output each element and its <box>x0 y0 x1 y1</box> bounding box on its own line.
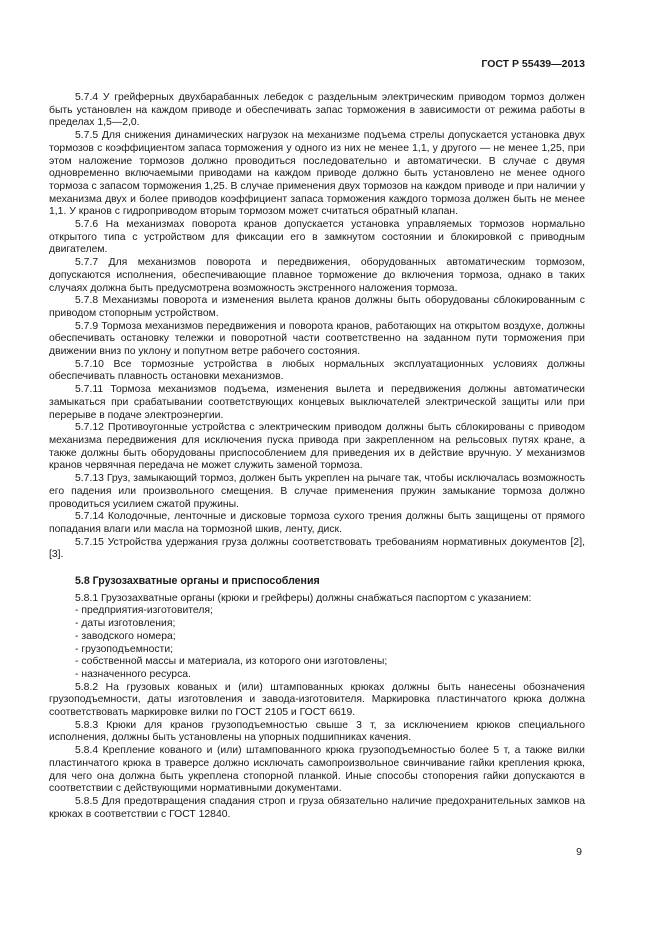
clause-5-7-7: 5.7.7 Для механизмов поворота и передвижения, оборудованных автоматическим тормозом, допускаются исполнения, обеспечивающие плавное торможение до включения тормоза, однако в таких случаях должна быть предусмотрена возможность экстренного наложения тормоза. <box>49 257 585 294</box>
clause-5-7-4: 5.7.4 У грейферных двухбарабанных лебедок с раздельным электрическим приводом тормоз должен быть установлен на каждом приводе и обеспечивать запас торможения в зависимости от режима работы в пределах 1,5—2,0. <box>49 92 585 129</box>
standard-header: ГОСТ Р 55439—2013 <box>481 58 585 70</box>
clause-5-7-10: 5.7.10 Все тормозные устройства в любых нормальных эксплуатационных условиях должны обеспечивать плавность остановки механизмов. <box>49 358 585 383</box>
clause-5-7-11: 5.7.11 Тормоза механизмов подъема, изменения вылета и передвижения должны автоматически замыкаться при срабатывании соответствующих концевых выключателей электрической защиты или при перерыве в подаче электроэнергии. <box>49 384 585 421</box>
clause-5-8-4: 5.8.4 Крепление кованого и (или) штампованного крюка грузоподъемностью более 5 т, а также вилки пластинчатого крюка в траверсе должно исключать самопроизвольное свинчивание гайки крепления крюка, для чего она должна быть укреплена стопорной планкой. Иные способы стопорения гайки допускаются в соответствии с действующими нормативными документами. <box>49 745 585 795</box>
clause-5-7-8: 5.7.8 Механизмы поворота и изменения вылета кранов должны быть оборудованы сблокированным с приводом стопорным устройством. <box>49 295 585 319</box>
page-number: 9 <box>576 846 582 858</box>
document-body <box>49 92 585 821</box>
clause-5-7-6: 5.7.6 На механизмах поворота кранов допускается установка управляемых тормозов нормально открытого типа с устройством для фиксации его в замкнутом состоянии и блокировкой с приводным двигателем. <box>49 219 585 256</box>
list-item: - предприятия-изготовителя; <box>75 605 213 617</box>
clause-5-8-5: 5.8.5 Для предотвращения спадания строп и груза обязательно наличие предохранительных замков на крюках в соответствии с ГОСТ 12840. <box>49 795 585 820</box>
clause-5-8-1: 5.8.1 Грузозахватные органы (крюки и грейферы) должны снабжаться паспортом с указанием: <box>75 592 532 604</box>
clause-5-8-2: 5.8.2 На грузовых кованых и (или) штампованных крюках должны быть нанесены обозначения грузоподъемности, даты изготовления и завода-изготовителя. Маркировка пластинчатого крюка должна соответствовать маркировке вилки по ГОСТ 2105 и ГОСТ 6619. <box>49 681 585 719</box>
clause-5-7-15: 5.7.15 Устройства удержания груза должны соответствовать требованиям нормативных документов [2], [3]. <box>49 536 585 561</box>
clause-5-7-13: 5.7.13 Груз, замыкающий тормоз, должен быть укреплен на рычаге так, чтобы исключалась возможность его падения или произвольного смещения. В случае применения пружин замыкание тормоза должно проводиться усилием сжатой пружины. <box>49 473 585 510</box>
clause-5-7-5: 5.7.5 Для снижения динамических нагрузок на механизме подъема стрелы допускается установка двух тормозов с коэффициентом запаса торможения у одного из них не менее 1,1, у другого — не менее 1,25, при этом наложение тормозов должно проводиться последовательно и автоматически. В случае с двумя одновременно включаемыми приводами на каждом приводе должно быть установлено не менее одного тормоза с запасом торможения 1,25. В случае применения двух тормозов на каждом приводе и при наличии у механизма двух и более приводов коэффициент запаса торможения каждого тормоза должен быть не менее 1,1. У кранов с гидроприводом вторым тормозом может считаться обратный клапан. <box>49 130 585 218</box>
section-title: 5.8 Грузозахватные органы и приспособления <box>75 575 320 588</box>
clause-5-7-12: 5.7.12 Противоугонные устройства с электрическим приводом должны быть сблокированы с приводом механизма передвижения для исключения пуска привода при закрепленном на рельсовых путях кране, а также должны быть оборудованы приспособлением для приведения их в действие вручную. У механизмов кранов червячная передача не может служить заменой тормоза. <box>49 422 585 472</box>
list-item: - даты изготовления; <box>75 618 176 630</box>
list-item: - собственной массы и материала, из которого они изготовлены; <box>75 656 388 668</box>
clause-5-7-9: 5.7.9 Тормоза механизмов передвижения и поворота кранов, работающих на открытом воздухе, должны обеспечивать остановку тележки и поворотной части соответственно на заданном пути торможения при движении вниз по уклону и попутном ветре рабочего состояния. <box>49 320 585 358</box>
clause-5-7-14: 5.7.14 Колодочные, ленточные и дисковые тормоза сухого трения должны быть защищены от прямого попадания влаги или масла на тормозной шкив, ленту, диск. <box>49 511 585 535</box>
list-item: - заводского номера; <box>75 630 176 642</box>
list-item: - грузоподъемности; <box>75 643 174 655</box>
clause-5-8-3: 5.8.3 Крюки для кранов грузоподъемностью свыше 3 т, за исключением крюков специального исполнения, должны быть установлены на упорных подшипниках качения. <box>49 719 585 744</box>
list-item: - назначенного ресурса. <box>75 668 191 680</box>
